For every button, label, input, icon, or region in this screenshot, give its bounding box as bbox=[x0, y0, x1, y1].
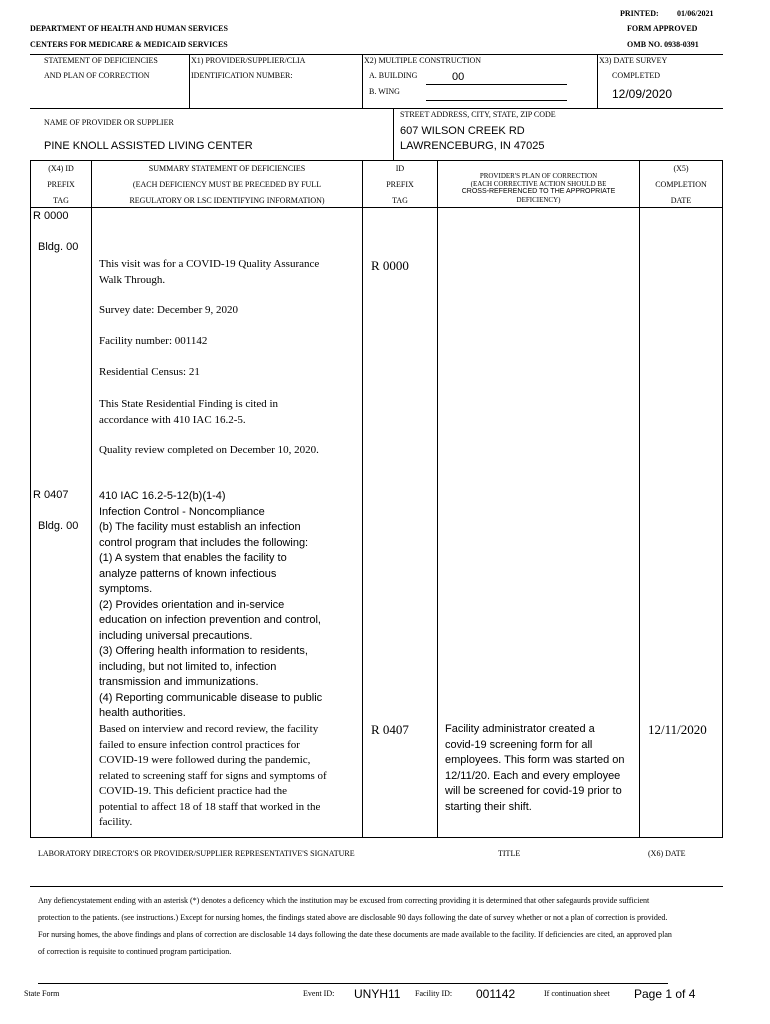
summary-header-2: (EACH DEFICIENCY MUST BE PRECEDED BY FULL bbox=[132, 180, 322, 189]
plan-header-4: DEFICIENCY) bbox=[516, 196, 561, 204]
x4-header: (X4) ID bbox=[48, 164, 74, 173]
completion-header: COMPLETION bbox=[655, 180, 707, 189]
survey-date: 12/09/2020 bbox=[612, 87, 673, 101]
date-header: DATE bbox=[670, 196, 692, 205]
entry1-bldg: Bldg. 00 bbox=[38, 241, 79, 253]
id-header: ID bbox=[395, 164, 405, 173]
form-approved: FORM APPROVED bbox=[627, 24, 698, 33]
building-value: 00 bbox=[452, 71, 465, 83]
continuation-label: If continuation sheet bbox=[544, 989, 610, 998]
entry2-regulation: 410 IAC 16.2-5-12(b)(1-4) Infection Control - Noncompliance (b) The facility must establish an infection control program that includes the following: (1) A system that enables the facility to analyze patterns of known infectious symptoms. (2) Provides orientation and in-service education on infection prevention and control, including universal precautions. (3) Offering health information to residents, including, but not limited to, infection transmission and immunizations. (4) Reporting communicable disease to public health authorities. bbox=[99, 490, 323, 719]
summary-header-3: REGULATORY OR LSC IDENTIFYING INFORMATION) bbox=[129, 196, 325, 205]
disclaimer: Any defiencystatement ending with an asterisk (*) denotes a deficency which the institution may be excused from correcting providing it is determined that other safegaurds provide sufficient protection to the patients. (see instructions.) Except for nursing homes, the findings stated above are disclosable 90 days following the date of survey whether or not a plan of correction is provided. For nursing homes, the above findings and plans of correction are disclosable 14 days following the date these documents are made available to the facility. If deficiencies are cited, an approved plan of correction is requisite to continued program participation. bbox=[38, 896, 672, 956]
page-number: Page 1 of 4 bbox=[634, 987, 696, 1001]
address-line2: LAWRENCEBURG, IN 47025 bbox=[400, 140, 545, 152]
printed-date: 01/06/2021 bbox=[677, 9, 714, 18]
plan-header-3: CROSS-REFERENCED TO THE APPROPRIATE bbox=[461, 188, 616, 195]
facility-id: 001142 bbox=[476, 987, 516, 1001]
state-form-label: State Form bbox=[24, 989, 60, 998]
department-title: DEPARTMENT OF HEALTH AND HUMAN SERVICES bbox=[30, 24, 228, 33]
id-tag-header: TAG bbox=[392, 196, 408, 205]
entry1-finding: This State Residential Finding is cited in accordance with 410 IAC 16.2-5. bbox=[99, 398, 279, 426]
omb-number: OMB NO. 0938-0391 bbox=[627, 40, 699, 49]
plan-header-2: (EACH CORRECTIVE ACTION SHOULD BE bbox=[470, 180, 607, 188]
id-prefix-header: PREFIX bbox=[386, 180, 414, 189]
entry2-finding: Based on interview and record review, the facility failed to ensure infection control practices for COVID-19 were followed during the pandemic, related to screening staff for signs and symptoms of COVID-19. This deficient practice had the potential to affect 18 of 18 staff that worked in the facility. bbox=[99, 723, 327, 828]
completed-label: COMPLETED bbox=[612, 71, 660, 80]
title-label: TITLE bbox=[498, 849, 521, 858]
statement-label: STATEMENT OF DEFICIENCIES bbox=[44, 56, 158, 65]
x6-date-label: (X6) DATE bbox=[648, 849, 686, 858]
entry2-plan: Facility administrator created a covid-19 screening form for all employees. This form was started on 12/11/20. Each and every employee will be screened for covid-19 prior to starting their shift. bbox=[445, 723, 625, 813]
signature-label: LABORATORY DIRECTOR'S OR PROVIDER/SUPPLIER REPRESENTATIVE'S SIGNATURE bbox=[38, 849, 355, 858]
entry1-tag: R 0000 bbox=[33, 210, 69, 222]
entry2-bldg: Bldg. 00 bbox=[38, 520, 79, 532]
wing-label: B. WING bbox=[369, 87, 400, 96]
provider-name-label: NAME OF PROVIDER OR SUPPLIER bbox=[44, 118, 174, 127]
entry2-id-tag: R 0407 bbox=[371, 722, 409, 737]
entry2-tag: R 0407 bbox=[33, 489, 69, 501]
printed-label: PRINTED: bbox=[620, 9, 659, 18]
centers-title: CENTERS FOR MEDICARE & MEDICAID SERVICES bbox=[30, 40, 228, 49]
plan-header: PROVIDER'S PLAN OF CORRECTION bbox=[479, 172, 598, 180]
provider-name: PINE KNOLL ASSISTED LIVING CENTER bbox=[44, 140, 253, 152]
entry1-summary: This visit was for a COVID-19 Quality Assurance Walk Through. bbox=[99, 258, 320, 286]
address-line1: 607 WILSON CREEK RD bbox=[400, 125, 525, 137]
entry1-id-tag: R 0000 bbox=[371, 258, 409, 273]
prefix-header: PREFIX bbox=[47, 180, 75, 189]
facility-id-label: Facility ID: bbox=[415, 989, 453, 998]
tag-header: TAG bbox=[53, 196, 69, 205]
summary-header: SUMMARY STATEMENT OF DEFICIENCIES bbox=[148, 164, 306, 173]
x5-header: (X5) bbox=[673, 164, 689, 173]
address-label: STREET ADDRESS, CITY, STATE, ZIP CODE bbox=[400, 110, 556, 119]
x2-label: X2) MULTIPLE CONSTRUCTION bbox=[364, 56, 482, 65]
event-id-label: Event ID: bbox=[303, 989, 335, 998]
entry1-census: Residential Census: 21 bbox=[99, 366, 200, 378]
x3-label: X3) DATE SURVEY bbox=[599, 56, 668, 65]
entry1-survey-date: Survey date: December 9, 2020 bbox=[99, 304, 238, 316]
plan-correction-label: AND PLAN OF CORRECTION bbox=[44, 71, 150, 80]
entry1-review: Quality review completed on December 10, 2020. bbox=[99, 444, 319, 456]
building-label: A. BUILDING bbox=[369, 71, 418, 80]
entry2-completion: 12/11/2020 bbox=[648, 722, 707, 737]
entry1-facility: Facility number: 001142 bbox=[99, 335, 208, 347]
x1-label: X1) PROVIDER/SUPPLIER/CLIA bbox=[191, 56, 306, 65]
identification-label: IDENTIFICATION NUMBER: bbox=[191, 71, 293, 80]
event-id: UNYH11 bbox=[354, 987, 401, 1001]
